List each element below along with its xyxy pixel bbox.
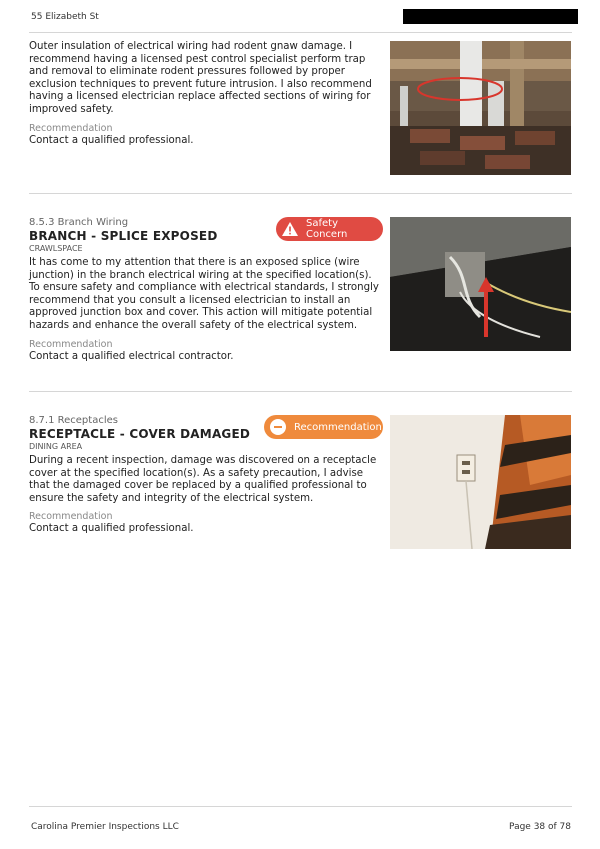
recommendation-label: Recommendation	[29, 338, 113, 350]
recommendation-label: Recommendation	[29, 122, 113, 134]
badge-label: Safety Concern	[306, 218, 348, 240]
exposed-splice-photo	[390, 217, 571, 351]
defect-title: RECEPTACLE - COVER DAMAGED	[29, 427, 251, 441]
footer-divider	[29, 806, 572, 807]
defect-section-receptacle-cover	[29, 415, 572, 555]
defect-section-rodent-damage	[29, 41, 572, 181]
footer-company: Carolina Premier Inspections LLC	[31, 822, 179, 832]
defect-title: BRANCH - SPLICE EXPOSED	[29, 229, 218, 243]
recommendation-text: Contact a qualified professional.	[29, 523, 194, 535]
defect-photo-rodent-wiring[interactable]	[390, 41, 571, 175]
defect-location: CRAWLSPACE	[29, 244, 83, 253]
recommendation-text: Contact a qualified electrical contractor.	[29, 350, 234, 362]
recommendation-badge	[264, 415, 383, 439]
redacted-bar	[403, 9, 578, 24]
defect-number: 8.7.1 Receptacles	[29, 415, 118, 426]
badge-label: Recommendation	[294, 421, 382, 433]
defect-body: It has come to my attention that there is an exposed splice (wire junction) in the branch electrical wiring at the specified location(s). To ensure safety and compliance with electrical standards, I strongly recommend that you consult a licensed electrician to install an approved junction box and cover. This action will mitigate potential hazards and enhance the overall safety of the electrical system.	[29, 257, 379, 331]
header-address: 55 Elizabeth St	[31, 12, 99, 22]
defect-section-splice-exposed	[29, 217, 572, 387]
warning-triangle-icon	[282, 221, 298, 237]
defect-body: During a recent inspection, damage was discovered on a receptacle cover at the specified location(s). As a safety precaution, I advise that the damaged cover be replaced by a qualified professional to ensure the safety and integrity of the electrical system.	[29, 455, 377, 504]
section-divider	[29, 391, 572, 392]
receptacle-photo	[390, 415, 571, 549]
defect-photo-receptacle[interactable]	[390, 415, 571, 549]
section-divider	[29, 193, 572, 194]
recommendation-text: Contact a qualified professional.	[29, 134, 194, 146]
footer-page-number: Page 38 of 78	[509, 822, 571, 832]
defect-number: 8.5.3 Branch Wiring	[29, 217, 129, 228]
recommendation-label: Recommendation	[29, 511, 113, 523]
defect-location: DINING AREA	[29, 442, 83, 451]
defect-photo-splice[interactable]	[390, 217, 571, 351]
defect-body: Outer insulation of electrical wiring had rodent gnaw damage. I recommend having a licensed pest control specialist perform trap and removal to eliminate rodent pressures followed by proper exclusion techniques to prevent future intrusion. I also recommend having a licensed electrician replace affected sections of wiring for improved safety.	[29, 41, 372, 115]
header-divider	[29, 32, 572, 33]
minus-circle-icon	[270, 419, 286, 435]
safety-concern-badge	[276, 217, 383, 241]
crawlspace-beam-photo	[390, 41, 571, 175]
